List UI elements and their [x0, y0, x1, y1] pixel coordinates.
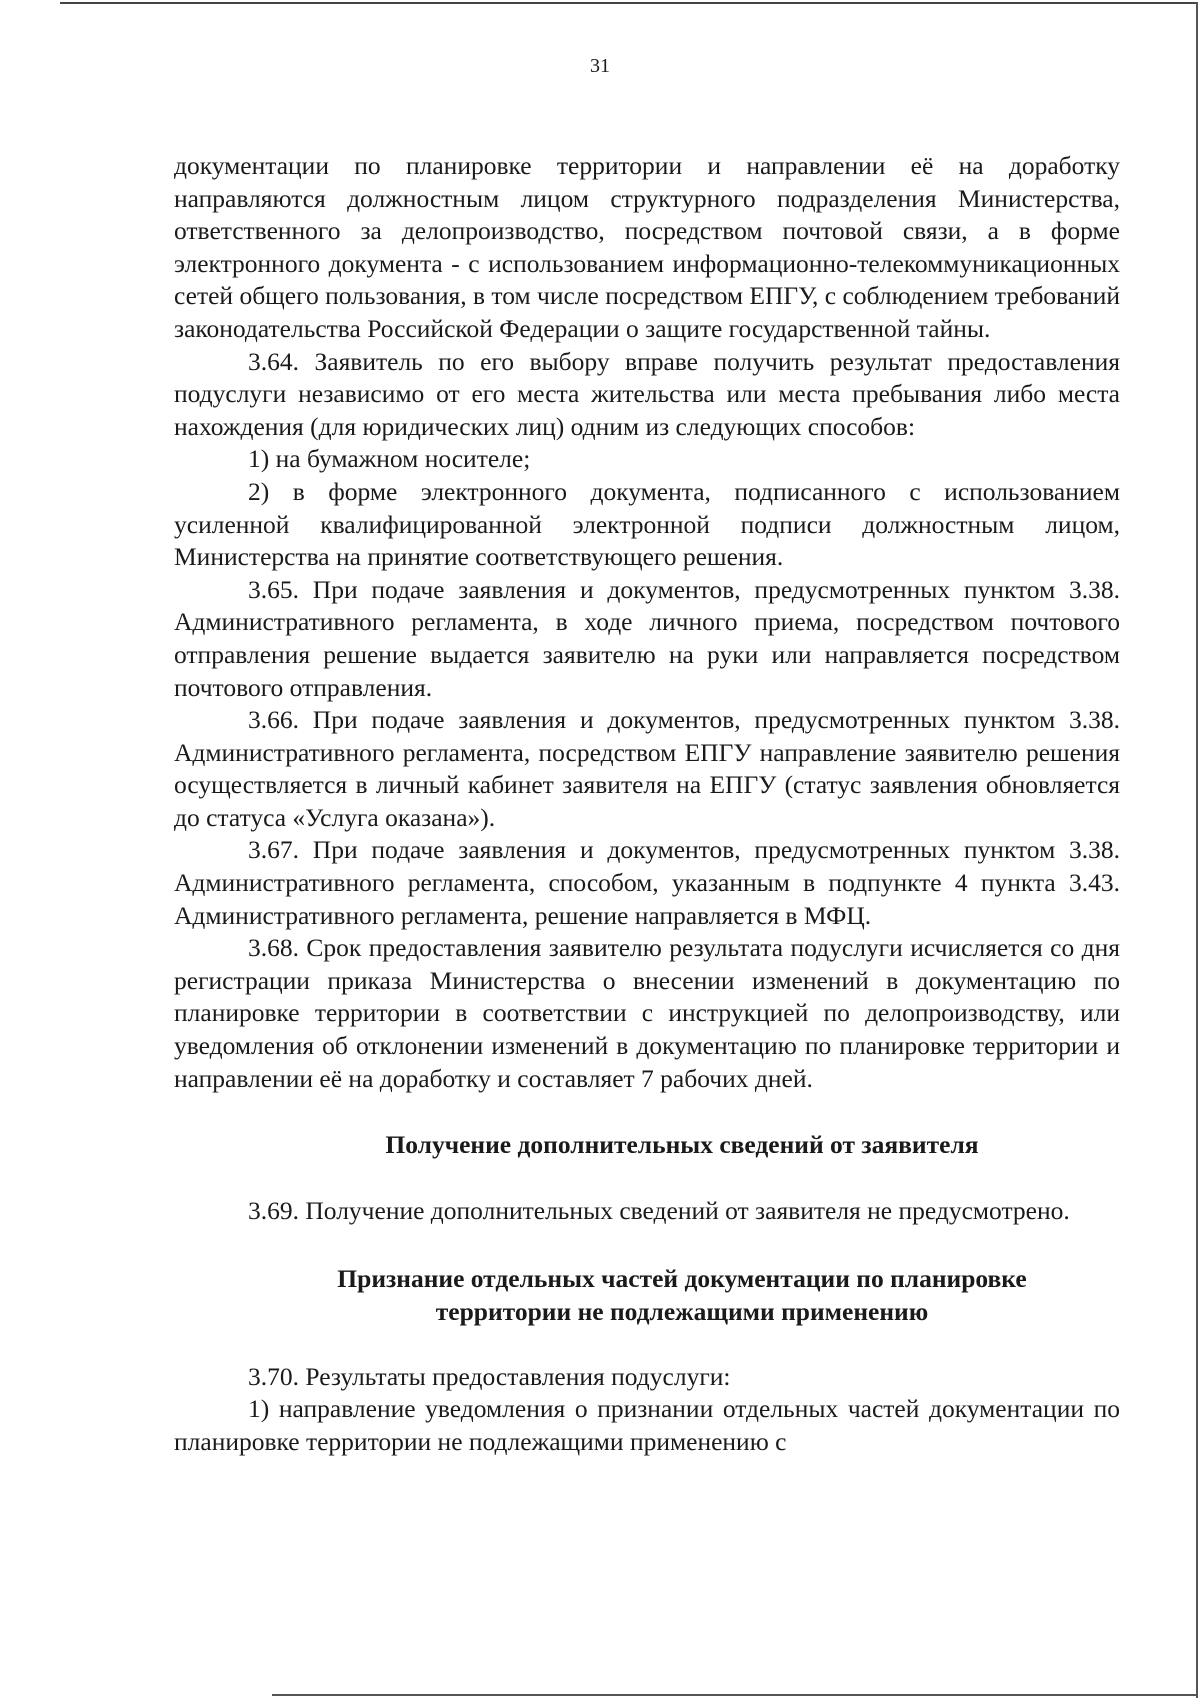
section-heading-line-2: территории не подлежащими применению — [435, 1297, 929, 1326]
scan-edge-top — [60, 2, 1198, 4]
paragraph-3-67: 3.67. При подаче заявления и документов, предусмотренных пунктом 3.38. Административного регламента, способом, указанным в подпункте 4 пункта 3.43. Административного регламента, решение направляется в МФЦ. — [174, 835, 1120, 930]
paragraph-continuation: документации по планировке территории и направлении её на доработку направляются должностным лицом структурного подразделения Министерства, ответственного за делопроизводство, посредством почтовой связи, а в форме электронного документа - с использованием информационно-телекоммуникационных сетей общего пользования, в том числе посредством ЕПГУ, с соблюдением требований законодательства Российской Федерации о защите государственной тайны. — [174, 151, 1120, 343]
scan-edge-bottom — [272, 1694, 1198, 1696]
paragraph-3-69: 3.69. Получение дополнительных сведений от заявителя не предусмотрено. — [248, 1195, 1070, 1225]
page-number: 31 — [590, 55, 610, 77]
paragraph-3-65: 3.65. При подаче заявления и документов, предусмотренных пунктом 3.38. Административного регламента, в ходе личного приема, посредством почтового отправления решение выдается заявителю на руки или направляется посредством почтового отправления. — [174, 574, 1120, 702]
document-body — [174, 150, 1120, 1458]
section-heading-additional-info: Получение дополнительных сведений от заявителя — [385, 1130, 979, 1160]
list-item-electronic: 2) в форме электронного документа, подписанного с использованием усиленной квалифицированной электронной подписи должностным лицом, Министерства на принятие соответствующего решения. — [174, 476, 1120, 572]
paragraph-3-66: 3.66. При подаче заявления и документов, предусмотренных пунктом 3.38. Административного регламента, посредством ЕПГУ направление заявителю решения осуществляется в личный кабинет заявителя на ЕПГУ (статус заявления обновляется до статуса «Услуга оказана»). — [174, 705, 1120, 832]
paragraph-3-64: 3.64. Заявитель по его выбору вправе получить результат предоставления подуслуги независимо от его места жительства или места пребывания либо места нахождения (для юридических лиц) одним из следующих способов: — [174, 346, 1120, 441]
scan-edge-right — [1196, 2, 1198, 1698]
list-item-paper: 1) на бумажном носителе; — [248, 444, 531, 474]
section-heading-line-1: Признание отдельных частей документации по планировке — [337, 1264, 1027, 1294]
paragraph-3-68: 3.68. Срок предоставления заявителю результата подуслуги исчисляется со дня регистрации приказа Министерства о внесении изменений в документацию по планировке территории в соответствии с инструкцией по делопроизводству, или уведомления об отклонении изменений в документацию по планировке территории и направлении её на доработку и составляет 7 рабочих дней. — [174, 933, 1120, 1093]
paragraph-3-70-item-1: 1) направление уведомления о признании отдельных частей документации по планировке территории не подлежащими применению с — [174, 1394, 1120, 1456]
paragraph-3-70: 3.70. Результаты предоставления подуслуги: — [248, 1361, 731, 1391]
section-heading-recognition — [174, 1263, 1120, 1328]
